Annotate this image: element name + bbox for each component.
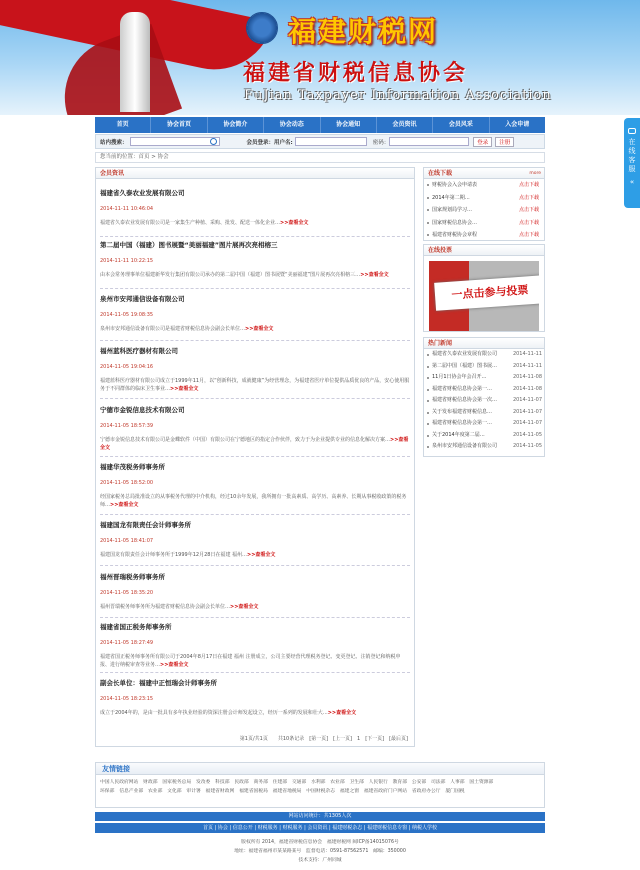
download-link[interactable]: 点击下载 [518,207,539,213]
search-icon[interactable] [210,138,217,145]
article-title[interactable]: 副会长单位：福建中正恒瑞会计师事务所 [100,679,217,687]
read-more-link[interactable]: >>查看全文 [110,502,139,508]
download-link[interactable]: 点击下载 [518,219,539,226]
hot-news-panel [423,337,545,457]
online-service-label: 在线客服 [628,138,636,173]
divider [100,617,410,618]
download-item[interactable]: 福建省财税协会章程 点击下载 [424,229,544,242]
article-date: 2014-11-05 18:41:07 [100,538,154,544]
article-item [100,462,410,509]
vote-heading: 在线投票 [424,245,544,256]
download-link[interactable]: 点击下载 [518,232,539,238]
copyright: 版权所有 2014，福建省财税信息协会 福建财税网 闽ICP备14015076号 地址：福建省福州市某某路某号 监督电话：0591-87562571 邮编：350000 技术支持：广州同城 [234,840,406,863]
article-summary: 福建省久泰农业发展有限公司是一家集生产种植、采购、批发、配送一体化企业…>>查看全文 [100,220,309,226]
pagination[interactable]: 第1页/共1页 共10条记录 [第一页] [上一页] 1 [下一页] [最后页] [239,736,408,742]
article-title[interactable]: 福州晋瑞税务师事务所 [100,573,165,581]
article-date: 2014-11-11 10:22:15 [100,258,154,264]
divider [100,514,410,515]
hot-news-item[interactable]: 福建省财税信息协会第一次… 2014-11-07 [424,395,544,407]
hot-news-item[interactable]: 关于2014年度第二届… 2014-11-05 [424,430,544,442]
download-item[interactable]: 国家财税信息协会… 点击下载 [424,217,544,230]
friendly-links-panel [95,762,545,808]
hot-news-item[interactable]: 11月1日协会年会召开… 2014-11-08 [424,372,544,384]
hot-news-item[interactable]: 福建省久泰农业发展有限公司 2014-11-11 [424,349,544,361]
hot-news-heading: 热门新闻 [424,338,544,349]
username-input[interactable] [295,137,367,146]
footer-nav[interactable]: 首页 | 协会 | 信息公开 | 财税服务 | 财税服务 | 会员资讯 | 福建财税杂志 | 福建财税信息专窗 | 纳税人学校 [95,823,545,833]
password-input[interactable] [389,137,469,146]
search-label: 站内搜索： [100,139,128,146]
article-item [100,520,410,559]
huabiao-pillar-image [120,12,150,112]
article-date: 2014-11-05 18:52:00 [100,480,154,486]
nav-association-home[interactable]: 协会首页 [151,117,207,133]
article-item [100,188,410,227]
online-service-tab[interactable] [624,118,640,208]
hot-news-item[interactable]: 泉州市安邦通信设备有限公司 2014-11-05 [424,441,544,453]
article-date: 2014-11-11 10:46:04 [100,206,154,212]
article-title[interactable]: 福州蓝科医疗器材有限公司 [100,347,178,355]
chevron-left-icon: « [629,178,635,186]
nav-about[interactable]: 协会简介 [208,117,264,133]
article-title[interactable]: 福建省久泰农业发展有限公司 [100,189,185,197]
divider [100,288,410,289]
article-title[interactable]: 宁德市金锐信息技术有限公司 [100,406,185,414]
read-more-link[interactable]: >>查看全文 [160,662,189,668]
article-date: 2014-11-05 18:35:20 [100,590,154,596]
download-panel [423,167,545,241]
read-more-link[interactable]: >>查看全文 [170,386,199,392]
article-item [100,678,410,717]
divider [100,672,410,673]
article-item [100,405,410,452]
divider [100,398,410,399]
nav-member-showcase[interactable]: 会员风采 [433,117,489,133]
article-title[interactable]: 福建华茂税务师事务所 [100,463,165,471]
divider [100,340,410,341]
article-item [100,622,410,669]
article-item [100,572,410,611]
article-title[interactable]: 泉州市安邦通信设备有限公司 [100,295,185,303]
password-label: 密码： [372,139,390,146]
visit-counter: 网站访问统计：共1305人次 [95,812,545,821]
hot-news-item[interactable]: 关于发布福建省财税信息… 2014-11-07 [424,407,544,419]
vote-card: 一点击参与投票 [434,275,539,311]
read-more-link[interactable]: >>查看全文 [360,272,389,278]
site-title: 福建财税网 [288,15,439,48]
association-logo-icon [246,12,278,44]
read-more-link[interactable]: >>查看全文 [100,437,409,451]
read-more-link[interactable]: >>查看全文 [327,710,357,716]
download-more-link[interactable]: more [529,171,541,176]
article-summary: 福建省国正税务师事务所有限公司于2004年8月17日在福建 福州 注册成立，公司主要经营代理税务登记、变更登记、注销登记和纳税申报、进行纳税审查等业务…>>查看全文 [100,654,401,668]
header-banner [0,0,640,115]
org-english-title: FuJian Taxpayer Information Association [244,88,552,103]
download-item[interactable]: 国家规划局学习… 点击下载 [424,204,544,217]
article-summary: 福州晋瑞税务师事务所为福建省财税信息协会副会长单位…>>查看全文 [100,604,259,610]
article-summary: 成立于2004年的，是由一批具有多年执业经验的资深注册会计师发起设立，经历一系列的发展和壮大…>>查看全文 [100,710,357,716]
main-nav [95,117,545,133]
article-summary: 宁德市金锐信息技术有限公司是金蝶软件（中国）有限公司在宁德地区的指定合作伙伴，致力于为企业提供专业的信息化解决方案…>>查看全文 [100,437,409,451]
article-summary: 福建蓝科医疗器材有限公司成立于1999年11月，以“创新科技，成就健康”为经营理念，为福建省医疗单位提供品质优良的产品，安心使用服务于不同群体的临床卫生事业…>>查看全文 [100,378,410,392]
vote-banner[interactable] [429,261,539,331]
breadcrumb: 您当前的位置：首页 > 协会 [95,152,545,163]
article-date: 2014-11-05 18:27:49 [100,640,154,646]
read-more-link[interactable]: >>查看全文 [280,220,309,226]
org-title: 福建省财税信息协会 [243,60,469,86]
download-heading: 在线下载 more [424,168,544,179]
article-summary: 经国家税务总局批准设立的从事税务代理的中介机构，经过10余年发展，我所拥有一批高素质、高学历、高素养、长期从事税收政策的税务师…>>查看全文 [100,494,407,508]
divider [100,565,410,566]
article-item [100,240,410,279]
article-title[interactable]: 第二届中国（福建）图书展暨“美丽福建”图片展再次亮相榕三 [100,241,278,249]
register-button[interactable]: 注册 [495,137,514,147]
friendly-links-row[interactable]: 环保部 信息产业部 农业部 文化部 审计署 福建省财政网 福建省国税局 福建省地税局 中国财税杂志 福建之窗 福建省政府门户网站 省政府办公厅 厦门国税 [100,789,465,794]
nav-join[interactable]: 入会申请 [505,121,530,128]
chat-icon [628,128,636,134]
download-item[interactable]: 2014年第二期… 点击下载 [424,192,544,205]
nav-member-news[interactable]: 会员资讯 [377,117,433,133]
article-date: 2014-11-05 19:04:16 [100,364,154,370]
read-more-link[interactable]: >>查看全文 [230,604,259,610]
download-item[interactable]: 财税协会入会申请表 点击下载 [424,179,544,192]
divider [100,456,410,457]
nav-home[interactable]: 首页 [95,117,151,133]
search-login-bar [95,134,545,149]
nav-news[interactable]: 协会动态 [264,117,320,133]
nav-notices[interactable]: 协会通知 [321,117,377,133]
article-item [100,346,410,393]
member-news-panel [95,167,415,747]
download-link[interactable]: 点击下载 [518,194,539,201]
article-date: 2014-11-05 19:08:35 [100,312,154,318]
friendly-links-row[interactable]: 中国人民政府网站 财政部 国家税务总局 发改委 科技部 民政部 商务部 住建部 交通部 水利部 农业部 卫生部 人民银行 教育部 公安部 司法部 人事部 国土资源部 [100,780,494,785]
download-link[interactable]: 点击下载 [518,182,539,188]
divider [100,236,410,237]
vote-panel [423,244,545,332]
login-button[interactable]: 登录 [473,137,492,147]
article-title[interactable]: 福建国龙有限责任会计师事务所 [100,521,191,529]
hot-news-item[interactable]: 福建省财税信息协会第一… 2014-11-07 [424,418,544,430]
article-summary: 泉州市安邦通信设备有限公司是福建省财税信息协会副会长单位…>>查看全文 [100,326,274,332]
read-more-link[interactable]: >>查看全文 [245,326,274,332]
article-title[interactable]: 福建省国正税务师事务所 [100,623,172,631]
article-item [100,294,410,333]
article-date: 2014-11-05 18:57:39 [100,423,154,429]
article-date: 2014-11-05 18:23:15 [100,696,154,702]
friendly-links-heading: 友情链接 [96,763,544,775]
read-more-link[interactable]: >>查看全文 [247,552,276,558]
hot-news-item[interactable]: 第二届中国（福建）图书展… 2014-11-11 [424,361,544,373]
article-summary: 福建国龙有限责任会计师事务所于1999年12月28日在福建 福州…>>查看全文 [100,552,276,558]
member-login-label: 会员登录：用户名: [246,139,293,146]
article-summary: 由本会常务理事单位福建新华发行集团有限公司承办的第二届中国（福建）图书展暨“美丽福建”图片展再次亮相榕三…>>查看全文 [100,272,389,278]
member-news-heading: 会员资讯 [96,168,414,179]
hot-news-item[interactable]: 福建省财税信息协会第一… 2014-11-08 [424,384,544,396]
search-input[interactable] [130,137,220,146]
